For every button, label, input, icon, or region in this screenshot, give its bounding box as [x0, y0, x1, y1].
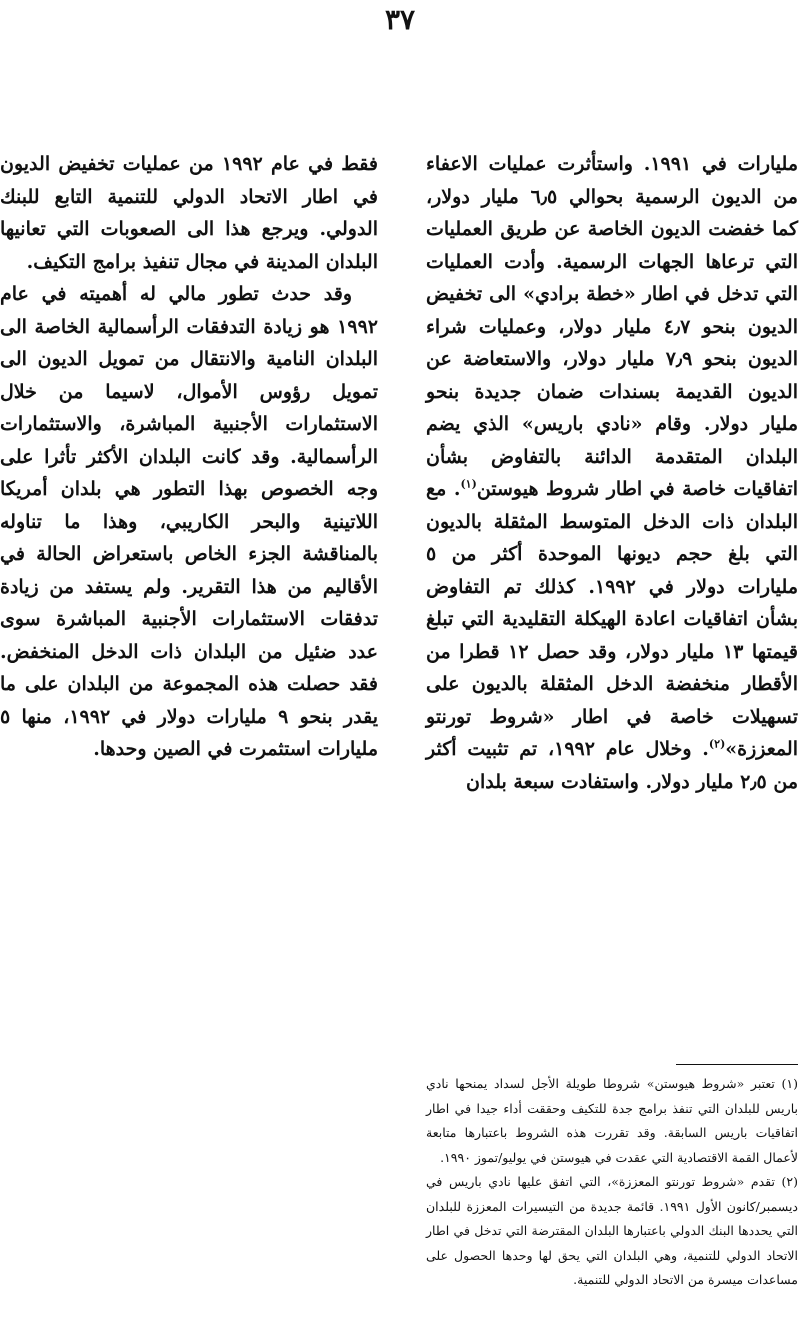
paragraph-text: . مع البلدان ذات الدخل المتوسط المثقلة بالديون التي بلغ حجم ديونها الموحدة أكثر من ٥ مليارات دولار في ١٩٩٢. كذلك تم التفاوض بشأن اتفاقيات اعادة الهيكلة التقليدية التي تبلغ قيمتها ١٣ مليار دولار، وقد حصل ١٢ قطرا من الأقطار منخفضة الدخل المثقلة بالديون على تسهيلات خاصة في اطار «شروط تورنتو المعززة» — [426, 478, 798, 760]
footnote-2: (٢) تقدم «شروط تورنتو المعززة»، التي اتفق عليها نادي باريس في ديسمبر/كانون الأول ١٩٩١. قائمة جديدة من التيسيرات المعززة للبلدان التي يحددها البنك الدولي باعتبارها البلدان المقترضة التي تدخل في اطار الاتحاد الدولي للتنمية، وهي البلدان التي يحق لها وحدها الحصول على مساعدات ميسرة من الاتحاد الدولي للتنمية. — [426, 1174, 798, 1287]
paragraph: فقط في عام ١٩٩٢ من عمليات تخفيض الديون في اطار الاتحاد الدولي للتنمية التابع للبنك الدولي. ويرجع هذا الى الصعوبات التي تعانيها البلدان المدينة في مجال تنفيذ برامج التكيف. — [0, 153, 378, 273]
left-column — [0, 148, 378, 766]
footnote-1: (١) تعتبر «شروط هيوستن» شروطا طويلة الأجل لسداد يمنحها نادي باريس للبلدان التي تنفذ برامج جدة للتكيف وحققت أداء جيدا في اطار اتفاقيات باريس السابقة. وقد تقررت هذه الشروط باعتبارها متابعة لأعمال القمة الاقتصادية التي عقدت في هيوستن في يوليو/تموز ١٩٩٠. — [426, 1076, 798, 1165]
footnote-ref-1: (١) — [460, 477, 477, 491]
footnote-ref-2: (٢) — [708, 737, 726, 751]
paragraph — [426, 148, 798, 798]
footnotes — [426, 1072, 798, 1293]
page-number: ٣٧ — [384, 3, 416, 36]
paragraph-text: . وخلال عام ١٩٩٢، تم تثبيت أكثر من ٢٫٥ مليار دولار. واستفادت سبعة بلدان — [426, 738, 798, 793]
paragraph-text: مليارات في ١٩٩١. واستأثرت عمليات الاعفاء من الديون الرسمية بحوالي ٦٫٥ مليار دولار، كما خفضت الديون الخاصة عن طريق العمليات التي ترعاها الجهات الرسمية. وأدت العمليات التي تدخل في اطار «خطة برادي» الى تخفيض الديون بنحو ٤٫٧ مليار دولار، وعمليات شراء الديون بنحو ٧٫٩ مليار دولار، والاستعاضة عن الديون القديمة بسندات ضمان جديدة بنحو مليار دولار. وقام «نادي باريس» الذي يضم البلدان المتقدمة الدائنة بالتفاوض بشأن اتفاقيات خاصة في اطار شروط هيوستن — [426, 153, 798, 500]
footnote-divider — [676, 1064, 798, 1065]
right-column — [426, 148, 798, 798]
paragraph: وقد حدث تطور مالي له أهميته في عام ١٩٩٢ هو زيادة التدفقات الرأسمالية الخاصة الى البلدان النامية والانتقال من تمويل الديون الى تمويل رؤوس الأموال، لاسيما من خلال الاستثمارات الأجنبية المباشرة، والاستثمارات الرأسمالية. وقد كانت البلدان الأكثر تأثرا على وجه الخصوص بهذا التطور هي بلدان أمريكا اللاتينية والبحر الكاريبي، وهذا ما تناوله بالمناقشة الجزء الخاص باستعراض الحالة في الأقاليم من هذا التقرير. ولم يستفد من زيادة تدفقات الاستثمارات الأجنبية المباشرة سوى عدد ضئيل من البلدان ذات الدخل المنخفض. فقد حصلت هذه المجموعة من البلدان على ما يقدر بنحو ٩ مليارات دولار في ١٩٩٢، منها ٥ مليارات استثمرت في الصين وحدها. — [0, 283, 378, 760]
